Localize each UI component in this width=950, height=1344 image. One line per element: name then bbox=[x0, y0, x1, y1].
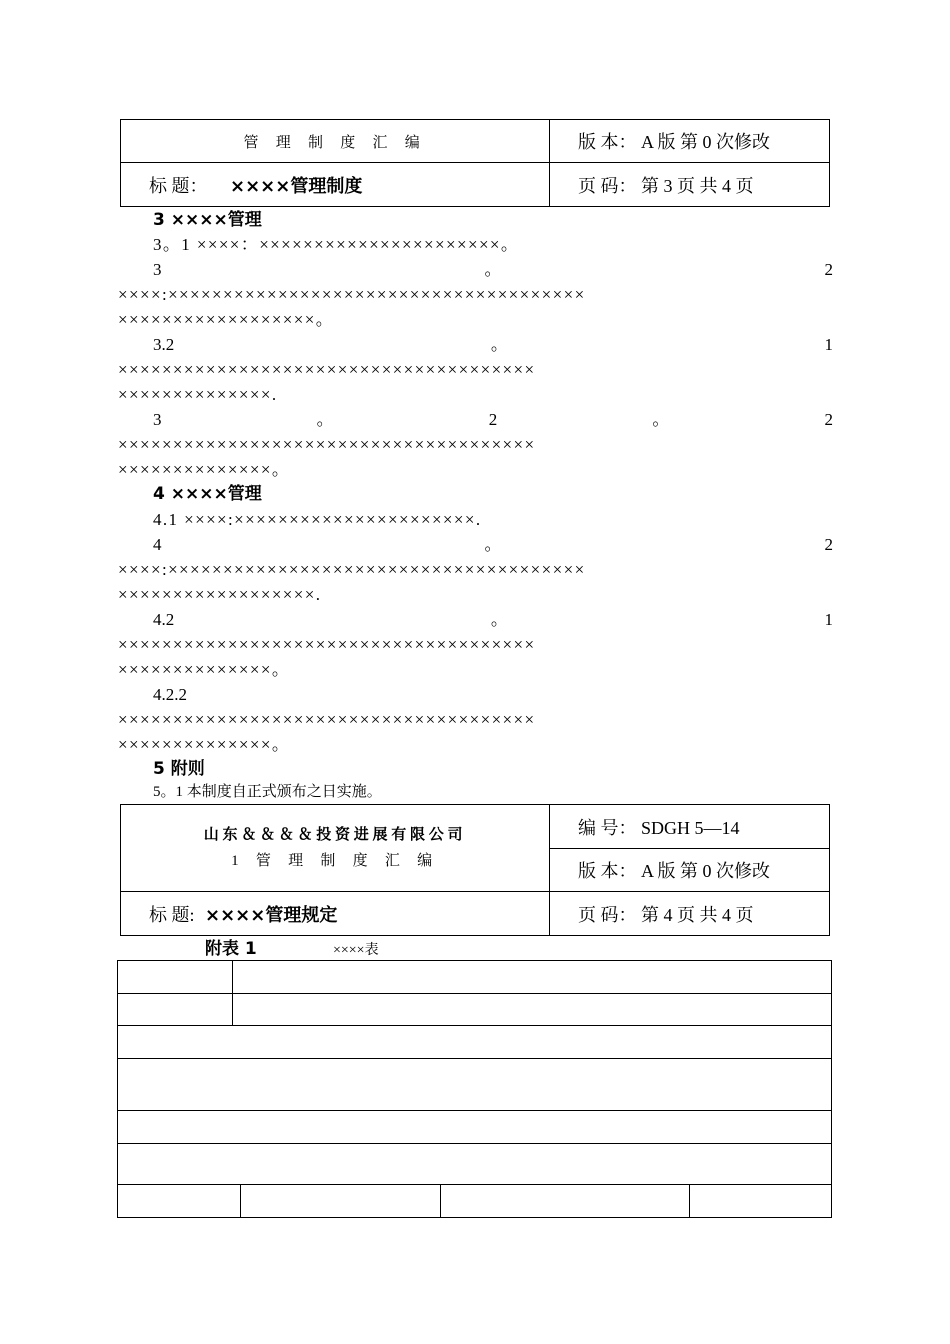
paragraph-1-line-1 bbox=[153, 257, 833, 282]
para-number: 3 bbox=[153, 260, 162, 279]
table-row bbox=[118, 1111, 832, 1144]
company-name: 山东＆＆＆＆投资进展有限公司 bbox=[203, 827, 467, 843]
clause-3-1: 3。1 ××××：××××××××××××××××××××××。 bbox=[153, 235, 520, 254]
subject-cell-2 bbox=[121, 892, 550, 936]
paragraph-3-line-2: ×××××××××××××××××××××××××××××××××××××× bbox=[118, 435, 536, 454]
subject-label: 标 题： bbox=[149, 175, 208, 196]
paragraph-4-line-2: ××××:×××××××××××××××××××××××××××××××××××××× bbox=[118, 560, 586, 579]
para-number-end: 2 bbox=[824, 535, 833, 554]
paragraph-6-line-1: 4.2.2 bbox=[153, 685, 187, 704]
appendix-caption bbox=[205, 937, 379, 961]
paragraph-5-line-2: ×××××××××××××××××××××××××××××××××××××× bbox=[118, 635, 536, 654]
header-title: 管 理 制 度 汇 编 bbox=[243, 134, 427, 151]
paragraph-2-line-2: ×××××××××××××××××××××××××××××××××××××× bbox=[118, 360, 536, 379]
paragraph-6-line-3: ××××××××××××××。 bbox=[118, 735, 291, 754]
table-cell[interactable] bbox=[441, 1185, 690, 1218]
version-cell-2 bbox=[550, 849, 830, 892]
appendix-table bbox=[117, 960, 832, 1218]
page-number-cell bbox=[550, 163, 830, 207]
table-cell[interactable] bbox=[118, 1185, 241, 1218]
subject-label-2: 标 题: bbox=[149, 904, 195, 925]
table-cell[interactable] bbox=[118, 1026, 832, 1059]
table-cell[interactable] bbox=[118, 994, 233, 1026]
paragraph-1-line-3: ××××××××××××××××××。 bbox=[118, 310, 335, 329]
table-row bbox=[118, 961, 832, 994]
table-cell[interactable] bbox=[118, 1144, 832, 1185]
para-number-end: 1 bbox=[824, 335, 833, 354]
para-mark: 。 bbox=[484, 260, 502, 279]
table-row bbox=[118, 1059, 832, 1111]
table-row bbox=[118, 1026, 832, 1059]
version-cell bbox=[550, 120, 830, 163]
paragraph-3-line-1 bbox=[153, 407, 833, 432]
table-cell[interactable] bbox=[690, 1185, 832, 1218]
section-3-heading: 3 ××××管理 bbox=[153, 210, 262, 230]
appendix-label: 附表 1 bbox=[205, 939, 257, 959]
code-text: 编 号： SDGH 5—14 bbox=[578, 817, 740, 838]
paragraph-4-line-3: ××××××××××××××××××. bbox=[118, 585, 322, 604]
paragraph-2-line-3: ××××××××××××××. bbox=[118, 385, 278, 404]
table-row bbox=[118, 1144, 832, 1185]
table-cell[interactable] bbox=[241, 1185, 441, 1218]
para-mark: 。 bbox=[316, 410, 334, 429]
para-number-end: 1 bbox=[824, 610, 833, 629]
clause-4-1: 4.1 ××××:××××××××××××××××××××××. bbox=[153, 510, 482, 529]
table-row bbox=[118, 994, 832, 1026]
paragraph-4-line-1 bbox=[153, 532, 833, 557]
para-mark: 。 bbox=[490, 335, 508, 354]
para-number: 3 bbox=[153, 410, 162, 429]
table-cell[interactable] bbox=[118, 1111, 832, 1144]
para-mark: 。 bbox=[484, 535, 502, 554]
page-number-text-2: 页 码： 第 4 页 共 4 页 bbox=[578, 904, 754, 925]
section-5-heading: 5 附则 bbox=[153, 759, 205, 779]
table-cell[interactable] bbox=[118, 961, 233, 994]
table-cell[interactable] bbox=[233, 994, 832, 1026]
paragraph-5-line-1 bbox=[153, 607, 833, 632]
code-cell bbox=[550, 805, 830, 849]
para-number-mid: 2 bbox=[488, 410, 498, 429]
header-title-cell bbox=[121, 120, 550, 163]
header-title-2: 1 管 理 制 度 汇 编 bbox=[231, 853, 439, 869]
para-mark-2: 。 bbox=[652, 410, 670, 429]
page-number-text: 页 码： 第 3 页 共 4 页 bbox=[578, 175, 754, 196]
version-text: 版 本： A 版 第 0 次修改 bbox=[578, 132, 771, 152]
table-cell[interactable] bbox=[233, 961, 832, 994]
table-cell[interactable] bbox=[118, 1059, 832, 1111]
para-mark: 。 bbox=[490, 610, 508, 629]
subject-value: ××××管理制度 bbox=[230, 175, 363, 197]
paragraph-3-line-3: ××××××××××××××。 bbox=[118, 460, 291, 479]
clause-5-1: 5。1 本制度自正式颁布之日实施。 bbox=[153, 784, 382, 800]
subject-value-2: ××××管理规定 bbox=[205, 904, 338, 926]
section-4-heading: 4 ××××管理 bbox=[153, 484, 262, 504]
company-title-cell bbox=[121, 805, 550, 892]
version-text-2: 版 本： A 版 第 0 次修改 bbox=[578, 861, 771, 881]
header-table-page4 bbox=[120, 804, 830, 936]
para-number: 4.2 bbox=[153, 610, 175, 629]
para-number-end: 2 bbox=[824, 260, 833, 279]
appendix-table-name: ××××表 bbox=[333, 943, 379, 958]
page-number-cell-2 bbox=[550, 892, 830, 936]
table-row bbox=[118, 1185, 832, 1218]
para-number-end: 2 bbox=[824, 410, 833, 429]
paragraph-5-line-3: ××××××××××××××。 bbox=[118, 660, 291, 679]
paragraph-2-line-1 bbox=[153, 332, 833, 357]
subject-cell bbox=[121, 163, 550, 207]
paragraph-6-line-2: ×××××××××××××××××××××××××××××××××××××× bbox=[118, 710, 536, 729]
para-number: 4 bbox=[153, 535, 162, 554]
paragraph-1-line-2: ××××:×××××××××××××××××××××××××××××××××××××× bbox=[118, 285, 586, 304]
para-number: 3.2 bbox=[153, 335, 175, 354]
header-table-page3 bbox=[120, 119, 830, 207]
